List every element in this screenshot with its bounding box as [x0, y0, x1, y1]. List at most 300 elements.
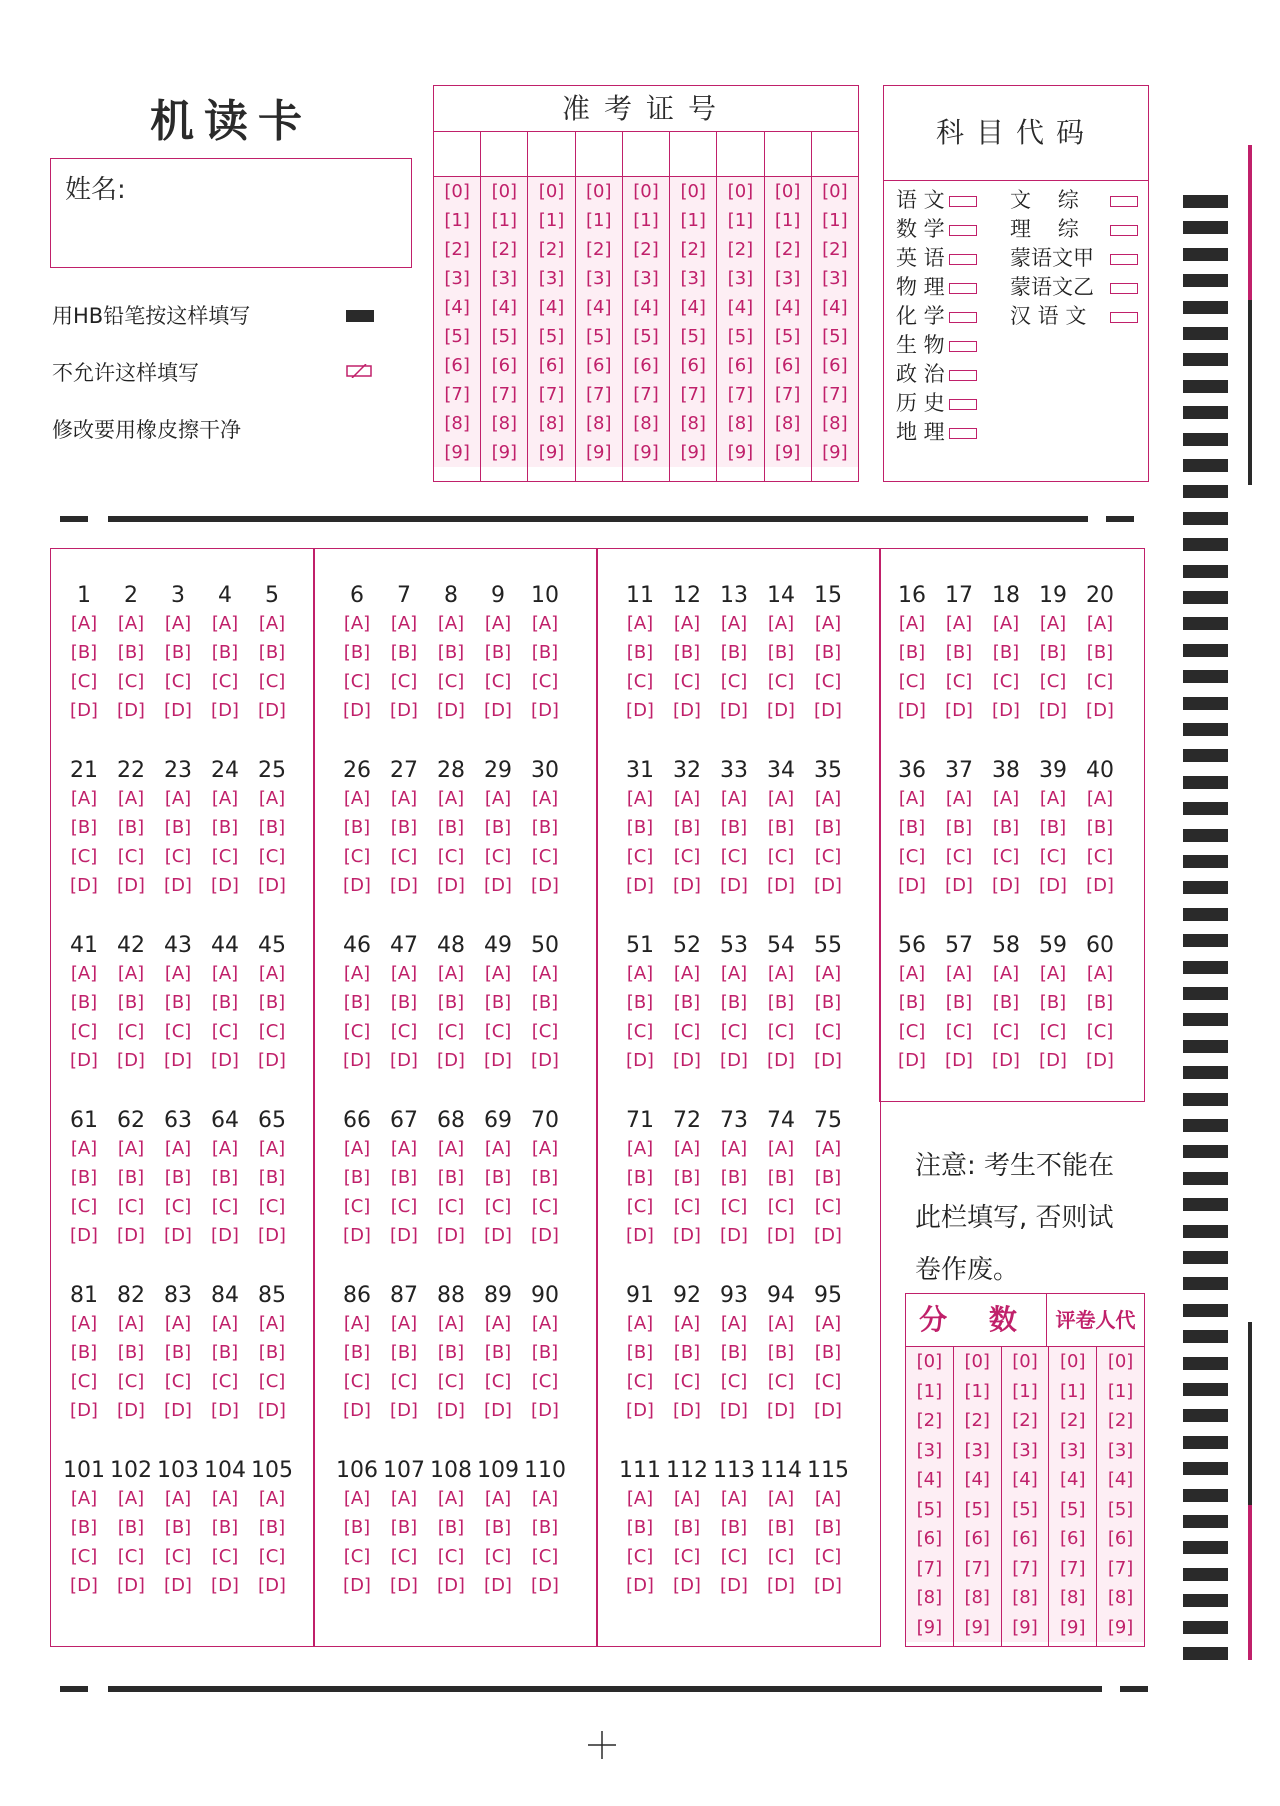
- answer-bubble[interactable]: [B]: [945, 642, 973, 663]
- answer-bubble[interactable]: [D]: [117, 1225, 145, 1246]
- answer-bubble[interactable]: [B]: [531, 1517, 559, 1538]
- answer-bubble[interactable]: [A]: [626, 1313, 654, 1334]
- answer-bubble[interactable]: [C]: [211, 1546, 239, 1567]
- answer-bubble[interactable]: [C]: [211, 846, 239, 867]
- answer-bubble[interactable]: [B]: [673, 1517, 701, 1538]
- answer-bubble[interactable]: [A]: [484, 788, 512, 809]
- exam-number-bubble[interactable]: [8]: [717, 409, 763, 438]
- answer-bubble[interactable]: [D]: [531, 1050, 559, 1071]
- answer-bubble[interactable]: [C]: [484, 1021, 512, 1042]
- exam-number-bubble[interactable]: [1]: [670, 206, 716, 235]
- answer-bubble[interactable]: [B]: [767, 817, 795, 838]
- score-bubble[interactable]: [6]: [954, 1524, 1001, 1554]
- exam-number-bubble[interactable]: [8]: [812, 409, 858, 438]
- exam-number-bubble[interactable]: [0]: [765, 177, 811, 206]
- answer-bubble[interactable]: [A]: [164, 1313, 192, 1334]
- answer-bubble[interactable]: [A]: [626, 613, 654, 634]
- answer-bubble[interactable]: [D]: [484, 875, 512, 896]
- score-bubble[interactable]: [9]: [1049, 1613, 1096, 1643]
- answer-bubble[interactable]: [C]: [390, 1371, 418, 1392]
- score-bubble[interactable]: [6]: [1002, 1524, 1049, 1554]
- answer-bubble[interactable]: [A]: [390, 788, 418, 809]
- answer-bubble[interactable]: [B]: [343, 992, 371, 1013]
- answer-bubble[interactable]: [B]: [484, 992, 512, 1013]
- score-bubble[interactable]: [3]: [906, 1436, 953, 1466]
- answer-bubble[interactable]: [A]: [898, 963, 926, 984]
- exam-number-bubble[interactable]: [5]: [765, 322, 811, 351]
- answer-bubble[interactable]: [D]: [673, 1575, 701, 1596]
- answer-bubble[interactable]: [A]: [945, 963, 973, 984]
- answer-bubble[interactable]: [B]: [117, 1517, 145, 1538]
- answer-bubble[interactable]: [D]: [164, 1050, 192, 1071]
- score-bubble[interactable]: [8]: [1097, 1583, 1144, 1613]
- answer-bubble[interactable]: [D]: [720, 875, 748, 896]
- exam-number-bubble[interactable]: [9]: [623, 438, 669, 467]
- score-bubble[interactable]: [7]: [906, 1554, 953, 1584]
- exam-number-bubble[interactable]: [4]: [528, 293, 574, 322]
- answer-bubble[interactable]: [C]: [626, 1021, 654, 1042]
- answer-bubble[interactable]: [D]: [258, 1050, 286, 1071]
- answer-bubble[interactable]: [A]: [720, 613, 748, 634]
- answer-bubble[interactable]: [A]: [898, 613, 926, 634]
- score-bubble[interactable]: [1]: [906, 1377, 953, 1407]
- answer-bubble[interactable]: [D]: [814, 1225, 842, 1246]
- answer-bubble[interactable]: [B]: [117, 817, 145, 838]
- exam-number-bubble[interactable]: [4]: [670, 293, 716, 322]
- answer-bubble[interactable]: [D]: [626, 1400, 654, 1421]
- answer-bubble[interactable]: [A]: [70, 788, 98, 809]
- answer-bubble[interactable]: [D]: [992, 875, 1020, 896]
- answer-bubble[interactable]: [D]: [390, 875, 418, 896]
- answer-bubble[interactable]: [A]: [767, 613, 795, 634]
- answer-bubble[interactable]: [B]: [343, 817, 371, 838]
- exam-number-bubble[interactable]: [6]: [528, 351, 574, 380]
- subject-bubble[interactable]: [949, 399, 977, 410]
- score-bubble[interactable]: [0]: [1097, 1347, 1144, 1377]
- answer-bubble[interactable]: [B]: [1086, 992, 1114, 1013]
- answer-bubble[interactable]: [D]: [720, 1050, 748, 1071]
- score-bubble[interactable]: [9]: [906, 1613, 953, 1643]
- answer-bubble[interactable]: [C]: [70, 1021, 98, 1042]
- answer-bubble[interactable]: [C]: [673, 846, 701, 867]
- answer-bubble[interactable]: [A]: [531, 1138, 559, 1159]
- answer-bubble[interactable]: [C]: [531, 846, 559, 867]
- exam-number-bubble[interactable]: [9]: [812, 438, 858, 467]
- answer-bubble[interactable]: [A]: [117, 1138, 145, 1159]
- answer-bubble[interactable]: [B]: [164, 817, 192, 838]
- answer-bubble[interactable]: [C]: [117, 1021, 145, 1042]
- answer-bubble[interactable]: [C]: [1086, 1021, 1114, 1042]
- score-bubble[interactable]: [8]: [1049, 1583, 1096, 1613]
- subject-option[interactable]: [896, 387, 977, 417]
- subject-option[interactable]: [1010, 300, 1138, 330]
- answer-bubble[interactable]: [D]: [767, 700, 795, 721]
- score-bubble[interactable]: [5]: [1049, 1495, 1096, 1525]
- exam-number-bubble[interactable]: [5]: [812, 322, 858, 351]
- answer-bubble[interactable]: [C]: [211, 671, 239, 692]
- answer-bubble[interactable]: [D]: [767, 1575, 795, 1596]
- answer-bubble[interactable]: [D]: [720, 700, 748, 721]
- answer-bubble[interactable]: [D]: [70, 700, 98, 721]
- answer-bubble[interactable]: [D]: [814, 1400, 842, 1421]
- answer-bubble[interactable]: [C]: [164, 1196, 192, 1217]
- exam-number-bubble[interactable]: [2]: [623, 235, 669, 264]
- answer-bubble[interactable]: [C]: [211, 1196, 239, 1217]
- answer-bubble[interactable]: [C]: [164, 1546, 192, 1567]
- answer-bubble[interactable]: [D]: [437, 1575, 465, 1596]
- answer-bubble[interactable]: [C]: [992, 846, 1020, 867]
- answer-bubble[interactable]: [A]: [164, 963, 192, 984]
- answer-bubble[interactable]: [B]: [898, 642, 926, 663]
- answer-bubble[interactable]: [B]: [945, 992, 973, 1013]
- answer-bubble[interactable]: [D]: [992, 700, 1020, 721]
- answer-bubble[interactable]: [C]: [437, 1546, 465, 1567]
- answer-bubble[interactable]: [C]: [1039, 671, 1067, 692]
- exam-number-bubble[interactable]: [3]: [765, 264, 811, 293]
- exam-number-write-cell[interactable]: [623, 132, 669, 177]
- answer-bubble[interactable]: [D]: [673, 875, 701, 896]
- answer-bubble[interactable]: [C]: [70, 1371, 98, 1392]
- answer-bubble[interactable]: [C]: [531, 1546, 559, 1567]
- exam-number-bubble[interactable]: [1]: [576, 206, 622, 235]
- exam-number-bubble[interactable]: [0]: [670, 177, 716, 206]
- answer-bubble[interactable]: [B]: [343, 642, 371, 663]
- answer-bubble[interactable]: [C]: [484, 671, 512, 692]
- answer-bubble[interactable]: [C]: [626, 1196, 654, 1217]
- subject-bubble[interactable]: [1110, 283, 1138, 294]
- answer-bubble[interactable]: [C]: [164, 671, 192, 692]
- exam-number-bubble[interactable]: [2]: [812, 235, 858, 264]
- exam-number-bubble[interactable]: [2]: [717, 235, 763, 264]
- exam-number-bubble[interactable]: [3]: [481, 264, 527, 293]
- answer-bubble[interactable]: [D]: [437, 700, 465, 721]
- answer-bubble[interactable]: [C]: [437, 671, 465, 692]
- answer-bubble[interactable]: [C]: [767, 1196, 795, 1217]
- answer-bubble[interactable]: [C]: [70, 846, 98, 867]
- answer-bubble[interactable]: [B]: [211, 642, 239, 663]
- score-bubble[interactable]: [3]: [1097, 1436, 1144, 1466]
- answer-bubble[interactable]: [D]: [720, 1225, 748, 1246]
- answer-bubble[interactable]: [A]: [437, 963, 465, 984]
- exam-number-bubble[interactable]: [1]: [717, 206, 763, 235]
- answer-bubble[interactable]: [A]: [814, 613, 842, 634]
- answer-bubble[interactable]: [D]: [814, 700, 842, 721]
- answer-bubble[interactable]: [C]: [390, 1546, 418, 1567]
- answer-bubble[interactable]: [C]: [531, 671, 559, 692]
- answer-bubble[interactable]: [A]: [437, 1313, 465, 1334]
- answer-bubble[interactable]: [D]: [531, 875, 559, 896]
- answer-bubble[interactable]: [A]: [814, 1488, 842, 1509]
- answer-bubble[interactable]: [B]: [70, 992, 98, 1013]
- exam-number-bubble[interactable]: [5]: [576, 322, 622, 351]
- answer-bubble[interactable]: [A]: [164, 1138, 192, 1159]
- answer-bubble[interactable]: [D]: [814, 1575, 842, 1596]
- subject-bubble[interactable]: [1110, 254, 1138, 265]
- score-bubble[interactable]: [9]: [1097, 1613, 1144, 1643]
- answer-bubble[interactable]: [B]: [390, 642, 418, 663]
- answer-bubble[interactable]: [D]: [211, 875, 239, 896]
- answer-bubble[interactable]: [A]: [626, 963, 654, 984]
- answer-bubble[interactable]: [C]: [720, 1196, 748, 1217]
- answer-bubble[interactable]: [D]: [258, 1225, 286, 1246]
- answer-bubble[interactable]: [C]: [814, 1546, 842, 1567]
- answer-bubble[interactable]: [C]: [1039, 846, 1067, 867]
- answer-bubble[interactable]: [A]: [437, 1488, 465, 1509]
- answer-bubble[interactable]: [B]: [164, 1342, 192, 1363]
- answer-bubble[interactable]: [A]: [814, 963, 842, 984]
- answer-bubble[interactable]: [C]: [258, 846, 286, 867]
- answer-bubble[interactable]: [B]: [1086, 642, 1114, 663]
- exam-number-bubble[interactable]: [6]: [623, 351, 669, 380]
- subject-bubble[interactable]: [949, 254, 977, 265]
- answer-bubble[interactable]: [A]: [164, 788, 192, 809]
- score-bubble[interactable]: [3]: [1002, 1436, 1049, 1466]
- exam-number-bubble[interactable]: [7]: [765, 380, 811, 409]
- answer-bubble[interactable]: [A]: [390, 1313, 418, 1334]
- answer-bubble[interactable]: [D]: [343, 1575, 371, 1596]
- answer-bubble[interactable]: [D]: [814, 875, 842, 896]
- score-bubble[interactable]: [9]: [1002, 1613, 1049, 1643]
- answer-bubble[interactable]: [A]: [945, 613, 973, 634]
- answer-bubble[interactable]: [A]: [484, 613, 512, 634]
- answer-bubble[interactable]: [D]: [164, 875, 192, 896]
- answer-bubble[interactable]: [D]: [484, 700, 512, 721]
- answer-bubble[interactable]: [A]: [992, 613, 1020, 634]
- answer-bubble[interactable]: [A]: [117, 963, 145, 984]
- answer-bubble[interactable]: [A]: [531, 1313, 559, 1334]
- answer-bubble[interactable]: [B]: [626, 817, 654, 838]
- answer-bubble[interactable]: [C]: [626, 671, 654, 692]
- answer-bubble[interactable]: [B]: [626, 642, 654, 663]
- answer-bubble[interactable]: [C]: [531, 1021, 559, 1042]
- answer-bubble[interactable]: [A]: [531, 788, 559, 809]
- answer-bubble[interactable]: [D]: [1086, 1050, 1114, 1071]
- answer-bubble[interactable]: [B]: [390, 1517, 418, 1538]
- exam-number-bubble[interactable]: [4]: [481, 293, 527, 322]
- answer-bubble[interactable]: [B]: [258, 1167, 286, 1188]
- answer-bubble[interactable]: [B]: [343, 1517, 371, 1538]
- exam-number-bubble[interactable]: [8]: [434, 409, 480, 438]
- answer-bubble[interactable]: [D]: [898, 875, 926, 896]
- answer-bubble[interactable]: [A]: [343, 1138, 371, 1159]
- exam-number-bubble[interactable]: [7]: [623, 380, 669, 409]
- answer-bubble[interactable]: [D]: [164, 1225, 192, 1246]
- score-bubble[interactable]: [0]: [906, 1347, 953, 1377]
- score-bubble[interactable]: [8]: [954, 1583, 1001, 1613]
- answer-bubble[interactable]: [D]: [211, 1050, 239, 1071]
- subject-bubble[interactable]: [949, 283, 977, 294]
- exam-number-bubble[interactable]: [0]: [717, 177, 763, 206]
- answer-bubble[interactable]: [A]: [211, 613, 239, 634]
- answer-bubble[interactable]: [B]: [767, 1517, 795, 1538]
- answer-bubble[interactable]: [D]: [945, 875, 973, 896]
- exam-number-write-cell[interactable]: [576, 132, 622, 177]
- subject-option[interactable]: [896, 329, 977, 359]
- answer-bubble[interactable]: [A]: [531, 963, 559, 984]
- subject-option[interactable]: [896, 271, 977, 301]
- answer-bubble[interactable]: [B]: [70, 1342, 98, 1363]
- answer-bubble[interactable]: [C]: [437, 1196, 465, 1217]
- answer-bubble[interactable]: [D]: [626, 1050, 654, 1071]
- subject-option[interactable]: [1010, 271, 1138, 301]
- answer-bubble[interactable]: [B]: [484, 1167, 512, 1188]
- answer-bubble[interactable]: [A]: [767, 1488, 795, 1509]
- answer-bubble[interactable]: [A]: [626, 1138, 654, 1159]
- answer-bubble[interactable]: [B]: [720, 1342, 748, 1363]
- score-bubble[interactable]: [8]: [906, 1583, 953, 1613]
- exam-number-bubble[interactable]: [0]: [528, 177, 574, 206]
- answer-bubble[interactable]: [A]: [673, 613, 701, 634]
- score-bubble[interactable]: [7]: [1049, 1554, 1096, 1584]
- answer-bubble[interactable]: [A]: [343, 1313, 371, 1334]
- answer-bubble[interactable]: [A]: [211, 788, 239, 809]
- answer-bubble[interactable]: [A]: [437, 613, 465, 634]
- score-bubble[interactable]: [4]: [954, 1465, 1001, 1495]
- answer-bubble[interactable]: [A]: [767, 1138, 795, 1159]
- exam-number-bubble[interactable]: [9]: [528, 438, 574, 467]
- answer-bubble[interactable]: [B]: [211, 1167, 239, 1188]
- answer-bubble[interactable]: [D]: [117, 1575, 145, 1596]
- answer-bubble[interactable]: [D]: [720, 1575, 748, 1596]
- answer-bubble[interactable]: [A]: [673, 963, 701, 984]
- answer-bubble[interactable]: [B]: [531, 1167, 559, 1188]
- answer-bubble[interactable]: [D]: [70, 1400, 98, 1421]
- answer-bubble[interactable]: [D]: [484, 1225, 512, 1246]
- exam-number-bubble[interactable]: [6]: [717, 351, 763, 380]
- answer-bubble[interactable]: [D]: [343, 700, 371, 721]
- exam-number-bubble[interactable]: [5]: [434, 322, 480, 351]
- answer-bubble[interactable]: [B]: [484, 1342, 512, 1363]
- answer-bubble[interactable]: [C]: [343, 671, 371, 692]
- subject-option[interactable]: [896, 184, 977, 214]
- answer-bubble[interactable]: [C]: [814, 1371, 842, 1392]
- answer-bubble[interactable]: [D]: [258, 875, 286, 896]
- answer-bubble[interactable]: [B]: [258, 1342, 286, 1363]
- answer-bubble[interactable]: [C]: [720, 846, 748, 867]
- answer-bubble[interactable]: [A]: [673, 1313, 701, 1334]
- answer-bubble[interactable]: [C]: [343, 846, 371, 867]
- answer-bubble[interactable]: [B]: [484, 1517, 512, 1538]
- answer-bubble[interactable]: [A]: [484, 1138, 512, 1159]
- answer-bubble[interactable]: [C]: [1086, 846, 1114, 867]
- answer-bubble[interactable]: [B]: [258, 992, 286, 1013]
- score-bubble[interactable]: [3]: [1049, 1436, 1096, 1466]
- answer-bubble[interactable]: [A]: [992, 788, 1020, 809]
- answer-bubble[interactable]: [B]: [673, 992, 701, 1013]
- answer-bubble[interactable]: [B]: [211, 1342, 239, 1363]
- answer-bubble[interactable]: [C]: [673, 1196, 701, 1217]
- name-field[interactable]: [50, 158, 412, 268]
- answer-bubble[interactable]: [A]: [211, 1138, 239, 1159]
- score-bubble[interactable]: [2]: [1002, 1406, 1049, 1436]
- answer-bubble[interactable]: [A]: [343, 1488, 371, 1509]
- answer-bubble[interactable]: [D]: [70, 1225, 98, 1246]
- answer-bubble[interactable]: [A]: [117, 1313, 145, 1334]
- exam-number-bubble[interactable]: [2]: [765, 235, 811, 264]
- answer-bubble[interactable]: [B]: [720, 1517, 748, 1538]
- answer-bubble[interactable]: [A]: [390, 963, 418, 984]
- answer-bubble[interactable]: [D]: [1086, 700, 1114, 721]
- answer-bubble[interactable]: [B]: [992, 642, 1020, 663]
- score-bubble[interactable]: [1]: [1002, 1377, 1049, 1407]
- answer-bubble[interactable]: [D]: [437, 875, 465, 896]
- answer-bubble[interactable]: [A]: [343, 963, 371, 984]
- answer-bubble[interactable]: [B]: [117, 642, 145, 663]
- score-bubble[interactable]: [6]: [1049, 1524, 1096, 1554]
- answer-bubble[interactable]: [D]: [767, 875, 795, 896]
- exam-number-bubble[interactable]: [2]: [481, 235, 527, 264]
- answer-bubble[interactable]: [D]: [1039, 875, 1067, 896]
- answer-bubble[interactable]: [B]: [390, 1342, 418, 1363]
- score-bubble[interactable]: [2]: [1097, 1406, 1144, 1436]
- answer-bubble[interactable]: [C]: [484, 1371, 512, 1392]
- exam-number-bubble[interactable]: [5]: [481, 322, 527, 351]
- subject-option[interactable]: [1010, 242, 1138, 272]
- answer-bubble[interactable]: [A]: [258, 613, 286, 634]
- answer-bubble[interactable]: [C]: [390, 1021, 418, 1042]
- score-bubble[interactable]: [6]: [1097, 1524, 1144, 1554]
- answer-bubble[interactable]: [B]: [767, 1342, 795, 1363]
- exam-number-bubble[interactable]: [4]: [434, 293, 480, 322]
- answer-bubble[interactable]: [A]: [211, 1488, 239, 1509]
- answer-bubble[interactable]: [D]: [164, 1400, 192, 1421]
- answer-bubble[interactable]: [D]: [258, 700, 286, 721]
- answer-bubble[interactable]: [B]: [626, 1517, 654, 1538]
- answer-bubble[interactable]: [A]: [258, 963, 286, 984]
- exam-number-bubble[interactable]: [0]: [812, 177, 858, 206]
- answer-bubble[interactable]: [D]: [992, 1050, 1020, 1071]
- exam-number-bubble[interactable]: [3]: [812, 264, 858, 293]
- score-bubble[interactable]: [0]: [954, 1347, 1001, 1377]
- answer-bubble[interactable]: [D]: [898, 1050, 926, 1071]
- subject-option[interactable]: [1010, 213, 1138, 243]
- answer-bubble[interactable]: [C]: [673, 671, 701, 692]
- exam-number-bubble[interactable]: [8]: [765, 409, 811, 438]
- score-bubble[interactable]: [4]: [1049, 1465, 1096, 1495]
- exam-number-write-cell[interactable]: [765, 132, 811, 177]
- answer-bubble[interactable]: [D]: [626, 1225, 654, 1246]
- answer-bubble[interactable]: [C]: [117, 846, 145, 867]
- exam-number-bubble[interactable]: [9]: [670, 438, 716, 467]
- answer-bubble[interactable]: [A]: [117, 1488, 145, 1509]
- answer-bubble[interactable]: [C]: [992, 1021, 1020, 1042]
- answer-bubble[interactable]: [C]: [258, 1196, 286, 1217]
- answer-bubble[interactable]: [D]: [767, 1225, 795, 1246]
- exam-number-bubble[interactable]: [5]: [670, 322, 716, 351]
- answer-bubble[interactable]: [B]: [70, 642, 98, 663]
- answer-bubble[interactable]: [C]: [484, 1546, 512, 1567]
- exam-number-bubble[interactable]: [0]: [434, 177, 480, 206]
- answer-bubble[interactable]: [C]: [814, 671, 842, 692]
- answer-bubble[interactable]: [C]: [343, 1546, 371, 1567]
- answer-bubble[interactable]: [D]: [117, 1050, 145, 1071]
- exam-number-bubble[interactable]: [7]: [528, 380, 574, 409]
- exam-number-bubble[interactable]: [8]: [670, 409, 716, 438]
- answer-bubble[interactable]: [B]: [484, 642, 512, 663]
- answer-bubble[interactable]: [A]: [484, 963, 512, 984]
- answer-bubble[interactable]: [B]: [1086, 817, 1114, 838]
- exam-number-bubble[interactable]: [0]: [623, 177, 669, 206]
- answer-bubble[interactable]: [C]: [258, 671, 286, 692]
- score-bubble[interactable]: [1]: [1097, 1377, 1144, 1407]
- answer-bubble[interactable]: [C]: [211, 1371, 239, 1392]
- answer-bubble[interactable]: [C]: [720, 1371, 748, 1392]
- answer-bubble[interactable]: [B]: [437, 817, 465, 838]
- answer-bubble[interactable]: [C]: [258, 1021, 286, 1042]
- answer-bubble[interactable]: [C]: [898, 671, 926, 692]
- answer-bubble[interactable]: [B]: [211, 992, 239, 1013]
- score-bubble[interactable]: [3]: [954, 1436, 1001, 1466]
